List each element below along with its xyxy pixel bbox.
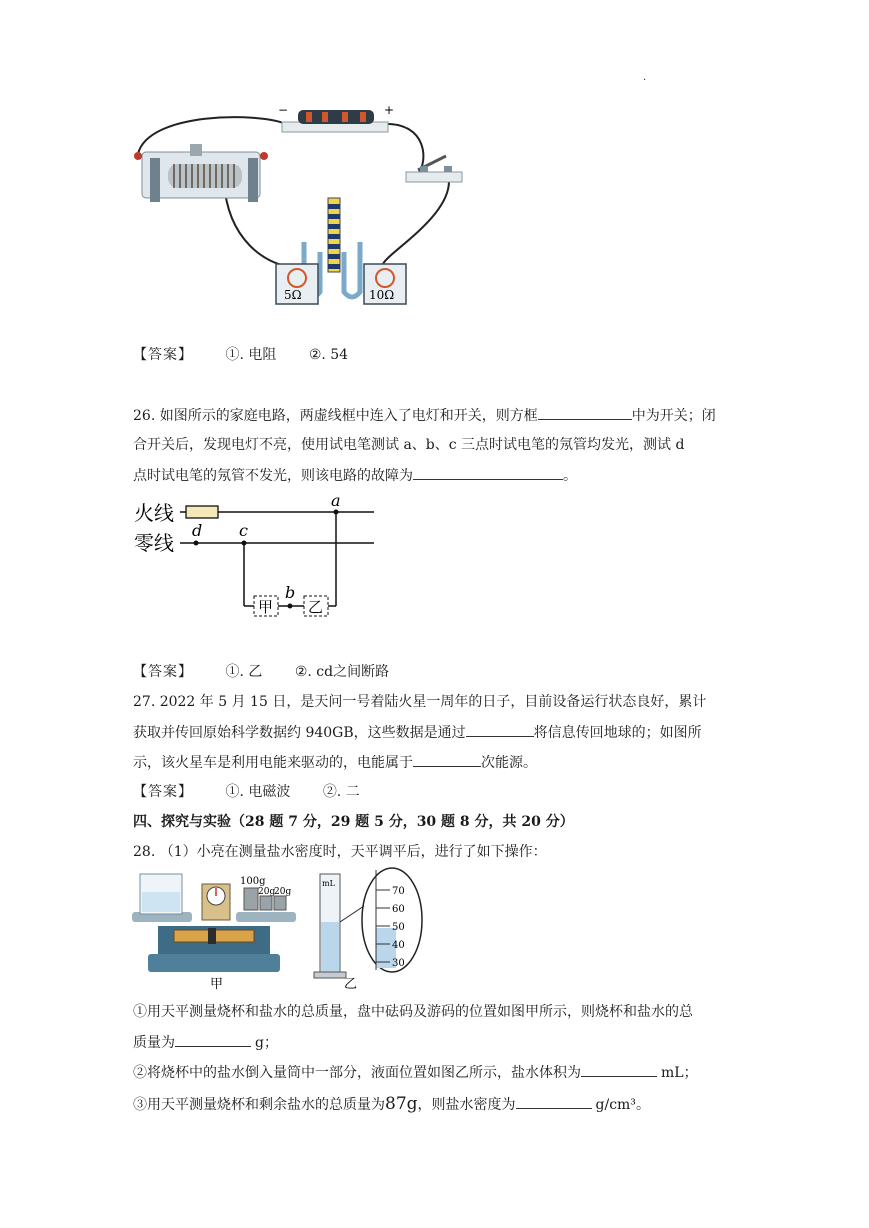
q27-line-2 xyxy=(133,722,702,743)
answer-tag: 【答案】 xyxy=(133,664,193,680)
answer-2: ②. 54 xyxy=(308,347,349,363)
point-c: c xyxy=(239,521,248,540)
q27-blank-2[interactable] xyxy=(413,752,481,767)
q26-text-1b: 中为开关；闭 xyxy=(631,408,716,424)
q28-step-2 xyxy=(133,1062,698,1083)
q25-answer xyxy=(133,345,348,365)
q28-text-1b: 质量为 xyxy=(133,1035,175,1051)
q26-line-3 xyxy=(133,465,577,486)
cylinder-unit: mL xyxy=(322,879,335,888)
figure-label-jia: 甲 xyxy=(210,977,224,990)
q27-answer xyxy=(133,782,360,802)
weight-20g-b: 20g xyxy=(274,887,292,897)
q26-answer xyxy=(133,662,389,682)
q28-step-1a: ①用天平测量烧杯和盐水的总质量，盘中砝码及游码的位置如图甲所示，则烧杯和盐水的总 xyxy=(133,1004,693,1020)
answer-1: ①. 乙 xyxy=(225,664,263,680)
q28-blank-1[interactable] xyxy=(175,1032,251,1047)
q28-text-2: ②将烧杯中的盐水倒入量筒中一部分，液面位置如图乙所示，盐水体积为 xyxy=(133,1065,581,1081)
q28-text-3b: ，则盐水密度为 xyxy=(417,1097,516,1113)
circuit-figure xyxy=(128,102,470,310)
q28-step-3 xyxy=(133,1094,650,1115)
scale-30: 30 xyxy=(392,958,405,969)
q27-line-1: 27. 2022 年 5 月 15 日，是天问一号着陆火星一周年的日子，目前设备运行状态良好，累计 xyxy=(133,694,707,710)
answer-1: ①. 电磁波 xyxy=(225,784,291,800)
household-circuit-figure xyxy=(130,492,380,622)
q28-blank-2[interactable] xyxy=(581,1062,657,1077)
resistor-10-label: 10Ω xyxy=(369,288,395,302)
live-wire-label: 火线 xyxy=(134,501,174,525)
answer-tag: 【答案】 xyxy=(133,347,193,363)
q28-unit-1: g； xyxy=(255,1035,278,1051)
q26-text-3a: 点时试电笔的氖管不发光，则该电路的故障为 xyxy=(133,468,413,484)
answer-2: ②. 二 xyxy=(322,784,360,800)
q26-text-1a: 26. 如图所示的家庭电路，两虚线框中连入了电灯和开关，则方框 xyxy=(133,408,538,424)
q28-unit-2: mL； xyxy=(661,1065,698,1081)
q28-unit-3: g/cm³ xyxy=(595,1097,636,1113)
resistor-5-label: 5Ω xyxy=(284,288,302,302)
answer-2: ②. cd之间断路 xyxy=(294,664,390,680)
balance-cylinder-figure xyxy=(128,866,428,990)
answer-tag: 【答案】 xyxy=(133,784,193,800)
box-yi: 乙 xyxy=(308,598,324,616)
q26-line-2: 合开关后，发现电灯不亮，使用试电笔测试 a、b、c 三点时试电笔的氖管均发光，测试 d xyxy=(133,437,685,453)
page-dot: . xyxy=(643,72,647,83)
q28-text-3end: 。 xyxy=(635,1097,650,1113)
battery-negative-label: − xyxy=(278,103,289,117)
figure-label-yi: 乙 xyxy=(344,977,358,990)
scale-70: 70 xyxy=(392,886,405,897)
q27-line-3 xyxy=(133,752,537,773)
q26-blank-1[interactable] xyxy=(538,405,632,420)
q28-text-3a: ③用天平测量烧杯和剩余盐水的总质量为 xyxy=(133,1097,385,1113)
point-d: d xyxy=(192,521,203,540)
q27-text-3b: 次能源。 xyxy=(481,755,537,771)
q27-text-3a: 示，该火星车是利用电能来驱动的，电能属于 xyxy=(133,755,413,771)
q28-value-87g: 87g xyxy=(385,1094,418,1114)
scale-60: 60 xyxy=(392,904,405,915)
q26-blank-2[interactable] xyxy=(413,465,563,480)
q26-text-3b: 。 xyxy=(563,468,577,484)
battery-positive-label: + xyxy=(384,103,395,117)
q28-step-1b xyxy=(133,1032,278,1053)
weight-100g: 100g xyxy=(240,876,266,887)
q28-intro: 28. （1）小亮在测量盐水密度时，天平调平后，进行了如下操作： xyxy=(133,844,547,860)
q28-blank-3[interactable] xyxy=(516,1094,592,1109)
q27-text-2b: 将信息传回地球的；如图所 xyxy=(533,725,702,741)
q26-line-1 xyxy=(133,405,716,426)
answer-1: ①. 电阻 xyxy=(225,347,277,363)
box-jia: 甲 xyxy=(258,598,274,616)
point-a: a xyxy=(331,492,341,510)
scale-50: 50 xyxy=(392,922,405,933)
weight-20g-a: 20g xyxy=(258,887,276,897)
point-b: b xyxy=(285,583,296,602)
neutral-wire-label: 零线 xyxy=(134,531,174,555)
scale-40: 40 xyxy=(392,940,405,951)
q27-blank-1[interactable] xyxy=(466,722,534,737)
section-heading: 四、探究与实验（28 题 7 分，29 题 5 分，30 题 8 分，共 20 分） xyxy=(133,814,574,830)
q27-text-2a: 获取并传回原始科学数据约 940GB，这些数据是通过 xyxy=(133,725,466,741)
